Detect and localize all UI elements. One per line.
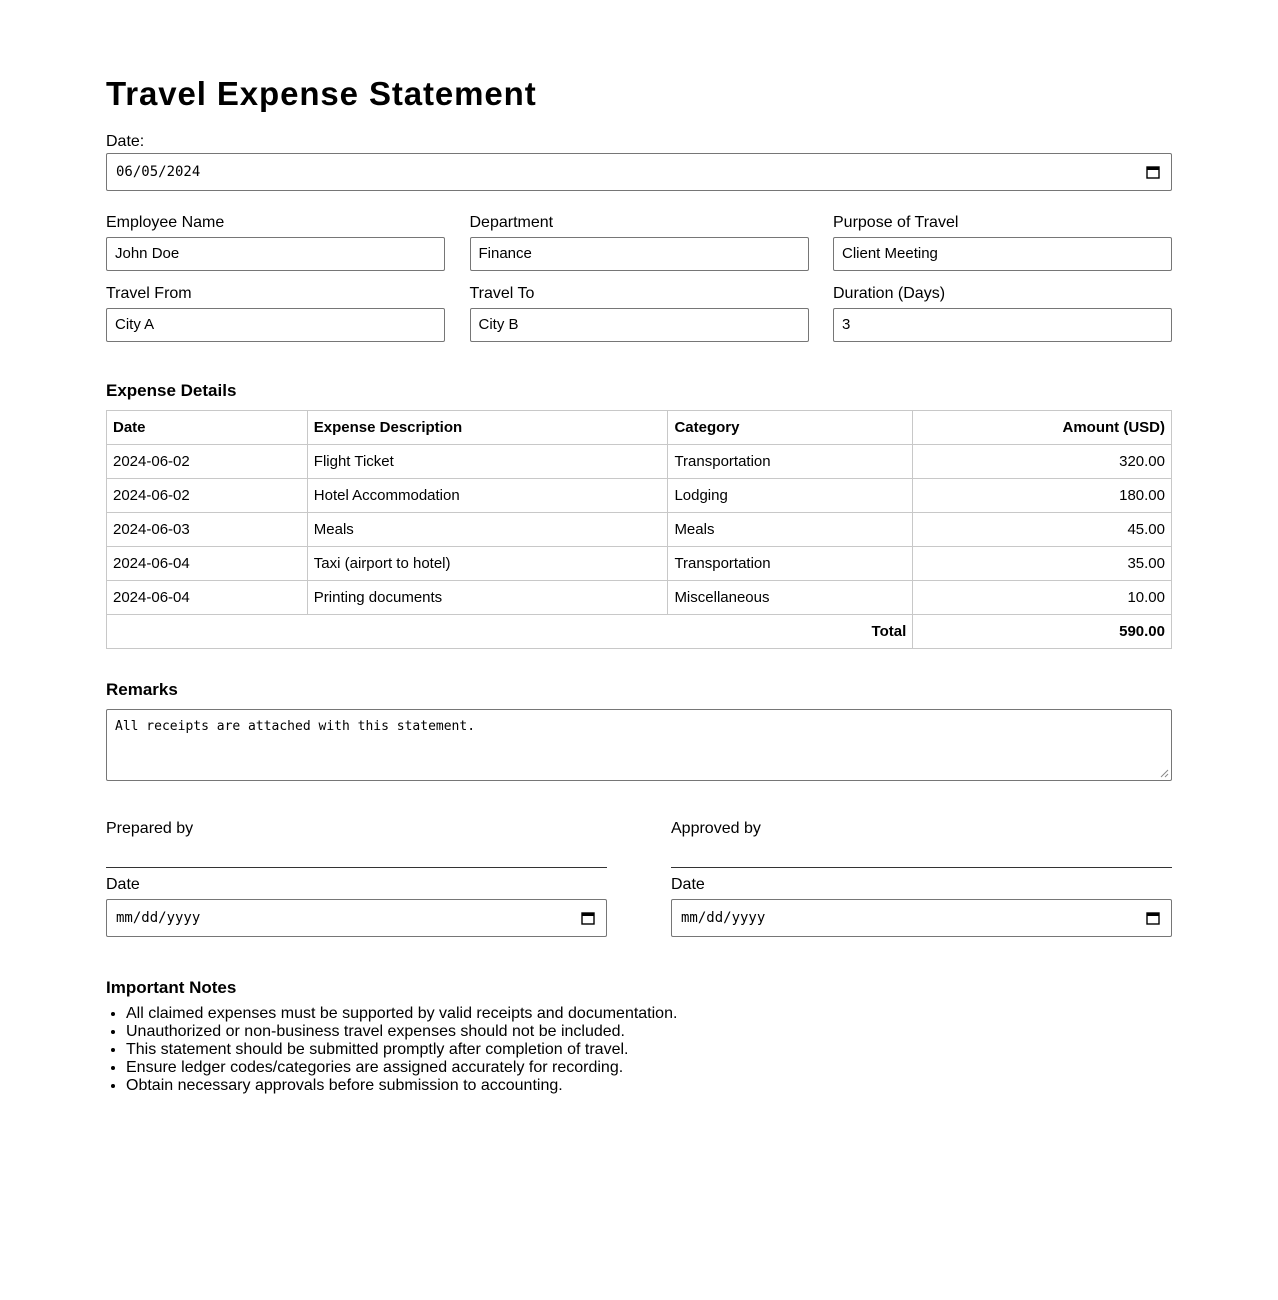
- prepared-by-block: [106, 819, 607, 937]
- cell-category: Transportation: [668, 445, 913, 479]
- table-row: [107, 445, 1172, 479]
- travel-to-group: [470, 284, 809, 342]
- prepared-by-label: Prepared by: [106, 820, 194, 837]
- table-row: [107, 547, 1172, 581]
- list-item: • Obtain necessary approvals before submission to accounting.: [126, 1077, 1172, 1095]
- cell-category: Lodging: [668, 479, 913, 513]
- cell-amount: 320.00: [913, 445, 1172, 479]
- purpose-input[interactable]: Client Meeting: [833, 237, 1172, 271]
- travel-from-label: Travel From: [106, 285, 192, 302]
- prepared-date-placeholder: mm/dd/yyyy: [116, 910, 201, 926]
- col-header-category: Category: [668, 411, 913, 445]
- cell-description: Taxi (airport to hotel): [307, 547, 668, 581]
- cell-description: Hotel Accommodation: [307, 479, 668, 513]
- total-value: 590.00: [913, 615, 1172, 649]
- remarks-textarea[interactable]: [106, 709, 1172, 781]
- cell-category: Miscellaneous: [668, 581, 913, 615]
- travel-from-input[interactable]: City A: [106, 308, 445, 342]
- statement-date-input[interactable]: [106, 153, 1172, 191]
- cell-description: Meals: [307, 513, 668, 547]
- cell-date: 2024-06-02: [107, 445, 308, 479]
- purpose-group: [833, 213, 1172, 271]
- cell-date: 2024-06-03: [107, 513, 308, 547]
- col-header-amount: Amount (USD): [913, 411, 1172, 445]
- list-item: • This statement should be submitted promptly after completion of travel.: [126, 1041, 1172, 1059]
- total-row: [107, 615, 1172, 649]
- cell-description: Flight Ticket: [307, 445, 668, 479]
- page-title: Travel Expense Statement: [106, 75, 537, 112]
- department-label: Department: [469, 214, 554, 231]
- approved-by-block: [671, 819, 1172, 937]
- list-item: • Unauthorized or non-business travel expenses should not be included.: [126, 1023, 1172, 1041]
- statement-date-block: [106, 132, 1172, 191]
- duration-label: Duration (Days): [833, 285, 946, 302]
- statement-date-value: 06/05/2024: [116, 164, 201, 180]
- employee-row: [106, 213, 1172, 271]
- statement-date-label: Date:: [106, 133, 145, 150]
- total-label: Total: [107, 615, 913, 649]
- cell-date: 2024-06-04: [107, 547, 308, 581]
- prepared-by-signature-line: [106, 867, 607, 868]
- approved-date-label: Date: [671, 876, 705, 893]
- expense-header-row: [107, 411, 1172, 445]
- remarks-heading: Remarks: [106, 680, 178, 699]
- cell-description: Printing documents: [307, 581, 668, 615]
- important-notes-heading: Important Notes: [106, 978, 237, 997]
- table-row: [107, 513, 1172, 547]
- purpose-label: Purpose of Travel: [833, 214, 959, 231]
- calendar-icon[interactable]: [581, 911, 595, 925]
- cell-date: 2024-06-04: [107, 581, 308, 615]
- approved-date-input[interactable]: [671, 899, 1172, 937]
- expense-statement-form: [106, 0, 1172, 1095]
- prepared-date-input[interactable]: [106, 899, 607, 937]
- list-item: • Ensure ledger codes/categories are assigned accurately for recording.: [126, 1059, 1172, 1077]
- department-input[interactable]: Finance: [470, 237, 809, 271]
- calendar-icon[interactable]: [1146, 165, 1160, 179]
- employee-name-label: Employee Name: [106, 214, 225, 231]
- expense-details-heading: Expense Details: [106, 381, 237, 400]
- employee-name-input[interactable]: John Doe: [106, 237, 445, 271]
- signature-row: [106, 819, 1172, 937]
- col-header-date: Date: [107, 411, 308, 445]
- table-row: [107, 479, 1172, 513]
- cell-amount: 10.00: [913, 581, 1172, 615]
- duration-group: [833, 284, 1172, 342]
- travel-to-input[interactable]: City B: [470, 308, 809, 342]
- cell-date: 2024-06-02: [107, 479, 308, 513]
- cell-amount: 35.00: [913, 547, 1172, 581]
- approved-by-signature-line: [671, 867, 1172, 868]
- table-row: [107, 581, 1172, 615]
- cell-amount: 45.00: [913, 513, 1172, 547]
- cell-category: Meals: [668, 513, 913, 547]
- notes-list: [106, 1005, 1172, 1095]
- duration-input[interactable]: 3: [833, 308, 1172, 342]
- list-item: • All claimed expenses must be supported by valid receipts and documentation.: [126, 1005, 1172, 1023]
- remarks-value: All receipts are attached with this statement.: [115, 719, 476, 734]
- expense-table: [106, 410, 1172, 649]
- travel-to-label: Travel To: [469, 285, 535, 302]
- cell-amount: 180.00: [913, 479, 1172, 513]
- resize-grip-icon[interactable]: [1160, 769, 1169, 778]
- travel-row: [106, 284, 1172, 342]
- travel-from-group: [106, 284, 445, 342]
- cell-category: Transportation: [668, 547, 913, 581]
- calendar-icon[interactable]: [1146, 911, 1160, 925]
- approved-date-placeholder: mm/dd/yyyy: [681, 910, 766, 926]
- prepared-date-label: Date: [106, 876, 140, 893]
- department-group: [470, 213, 809, 271]
- col-header-description: Expense Description: [307, 411, 668, 445]
- approved-by-label: Approved by: [671, 820, 761, 837]
- employee-name-group: [106, 213, 445, 271]
